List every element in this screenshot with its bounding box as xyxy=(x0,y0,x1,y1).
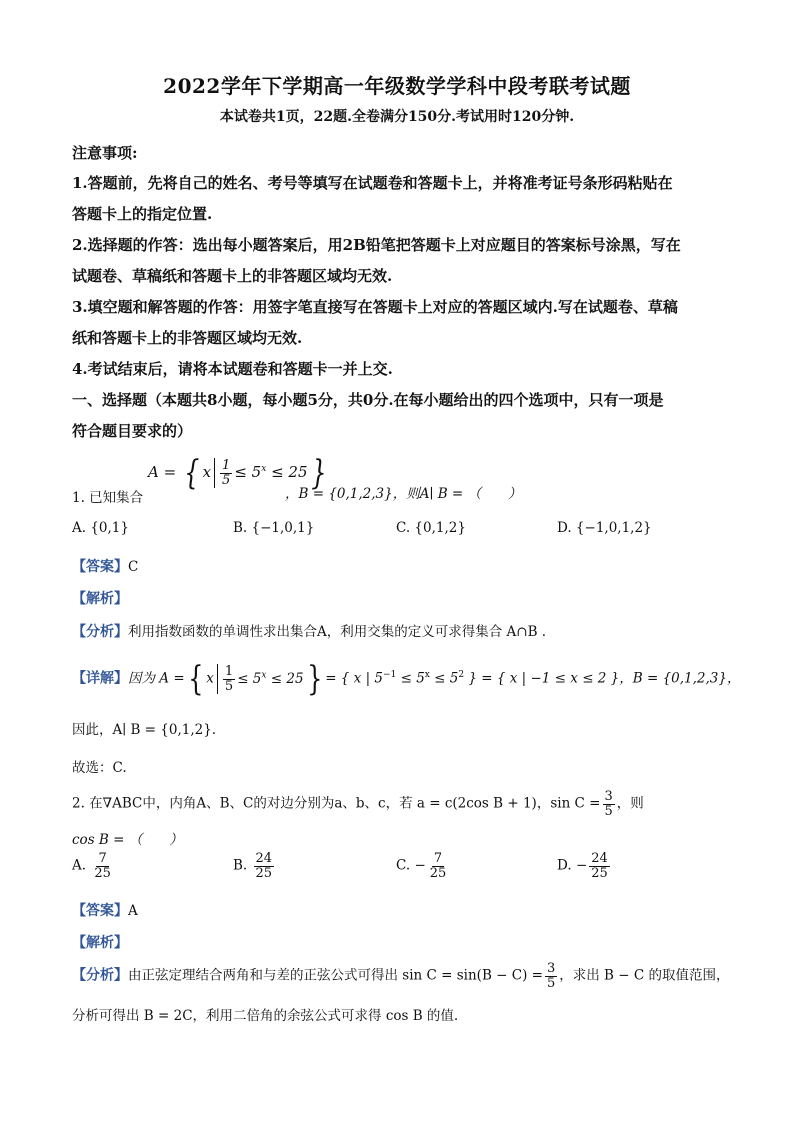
notice-line: 1.答题前，先将自己的姓名、考号等填写在试题卷和答题卡上，并将准考证号条形码粘贴在 xyxy=(72,174,673,192)
q1-stem: 1. 已知集合 xyxy=(72,490,144,506)
q1-detail: 【详解】因为 A ={ x $\frac{1}{5}$ ≤ $5^x \le 25$} = { x | $5^{-1} \le 5^x \le 5^2$ } = { x | −1 ≤ x ≤ 2 }，B = {0,1,2,3}， xyxy=(72,659,741,699)
notice-line: 纸和答题卡上的非答题区域均无效. xyxy=(72,329,303,347)
notice-line: 4.考试结束后，请将本试题卷和答题卡一并上交. xyxy=(72,360,393,378)
q2-option-d: D. − $\frac{24}{25}$ xyxy=(557,851,608,881)
notice-heading: 注意事项: xyxy=(72,144,138,162)
q1-option-c: C. {0,1,2} xyxy=(396,520,466,536)
q1-analysis-tag: 【解析】 xyxy=(72,591,128,607)
q1-stem-tail: ，B = {0,1,2,3}，则A∣ B = （ ） xyxy=(285,486,522,502)
q2-answer: 【答案】A xyxy=(72,903,138,919)
q1-fenxi: 【分析】利用指数函数的单调性求出集合A，利用交集的定义可求得集合 A∩B . xyxy=(72,624,547,640)
page-title: 2022学年下学期高一年级数学学科中段考联考试题 xyxy=(163,74,631,98)
page-subtitle: 本试卷共1页，22题.全卷满分150分.考试用时120分钟. xyxy=(219,109,575,125)
q2-question: cos B = （ ） xyxy=(72,832,183,848)
q2-fenxi-cont: 分析可得出 B = 2C，利用二倍角的余弦公式可求得 cos B 的值. xyxy=(72,1008,459,1024)
section-heading: 一、选择题（本题共8小题，每小题5分，共0分.在每小题给出的四个选项中，只有一项是 xyxy=(72,391,664,409)
q1-set-a-definition: A = { x $\frac{1}{5}$ ≤ $5^x \le 25$} xyxy=(148,453,326,493)
q1-answer: 【答案】C xyxy=(72,559,139,575)
q1-option-d: D. {−1,0,1,2} xyxy=(557,520,652,536)
notice-line: 2.选择题的作答：选出每小题答案后，用2B铅笔把答题卡上对应题目的答案标号涂黑，写在 xyxy=(72,236,681,254)
q1-choose: 故选：C. xyxy=(72,760,127,776)
q2-stem: 2. 在∇ABC中，内角A、B、C的对边分别为a、b、c，若 a = c(2cos B + 1)，sin C = $\frac{3}{5}$ ，则 xyxy=(72,789,644,819)
section-heading-cont: 符合题目要求的） xyxy=(72,422,193,440)
q2-analysis-tag: 【解析】 xyxy=(72,935,128,951)
q1-conclusion: 因此，A∣ B = {0,1,2}. xyxy=(72,722,217,738)
q1-option-a: A. {0,1} xyxy=(72,520,129,536)
notice-line: 3.填空题和解答题的作答：用签字笔直接写在答题卡上对应的答题区域内.写在试题卷、草稿 xyxy=(72,298,678,316)
notice-line: 试题卷、草稿纸和答题卡上的非答题区域均无效. xyxy=(72,267,393,285)
q1-option-b: B. {−1,0,1} xyxy=(233,520,315,536)
q2-option-b: B. $\frac{24}{25}$ xyxy=(233,851,273,881)
q2-option-a: A. $\frac{7}{25}$ xyxy=(72,851,111,881)
notice-line: 答题卡上的指定位置. xyxy=(72,205,213,223)
q2-fenxi: 【分析】由正弦定理结合两角和与差的正弦公式可得出 sin C = sin(B − C) = $\frac{3}{5}$ ，求出 B − C 的取值范围， xyxy=(72,961,730,991)
q2-option-c: C. − $\frac{7}{25}$ xyxy=(396,851,447,881)
